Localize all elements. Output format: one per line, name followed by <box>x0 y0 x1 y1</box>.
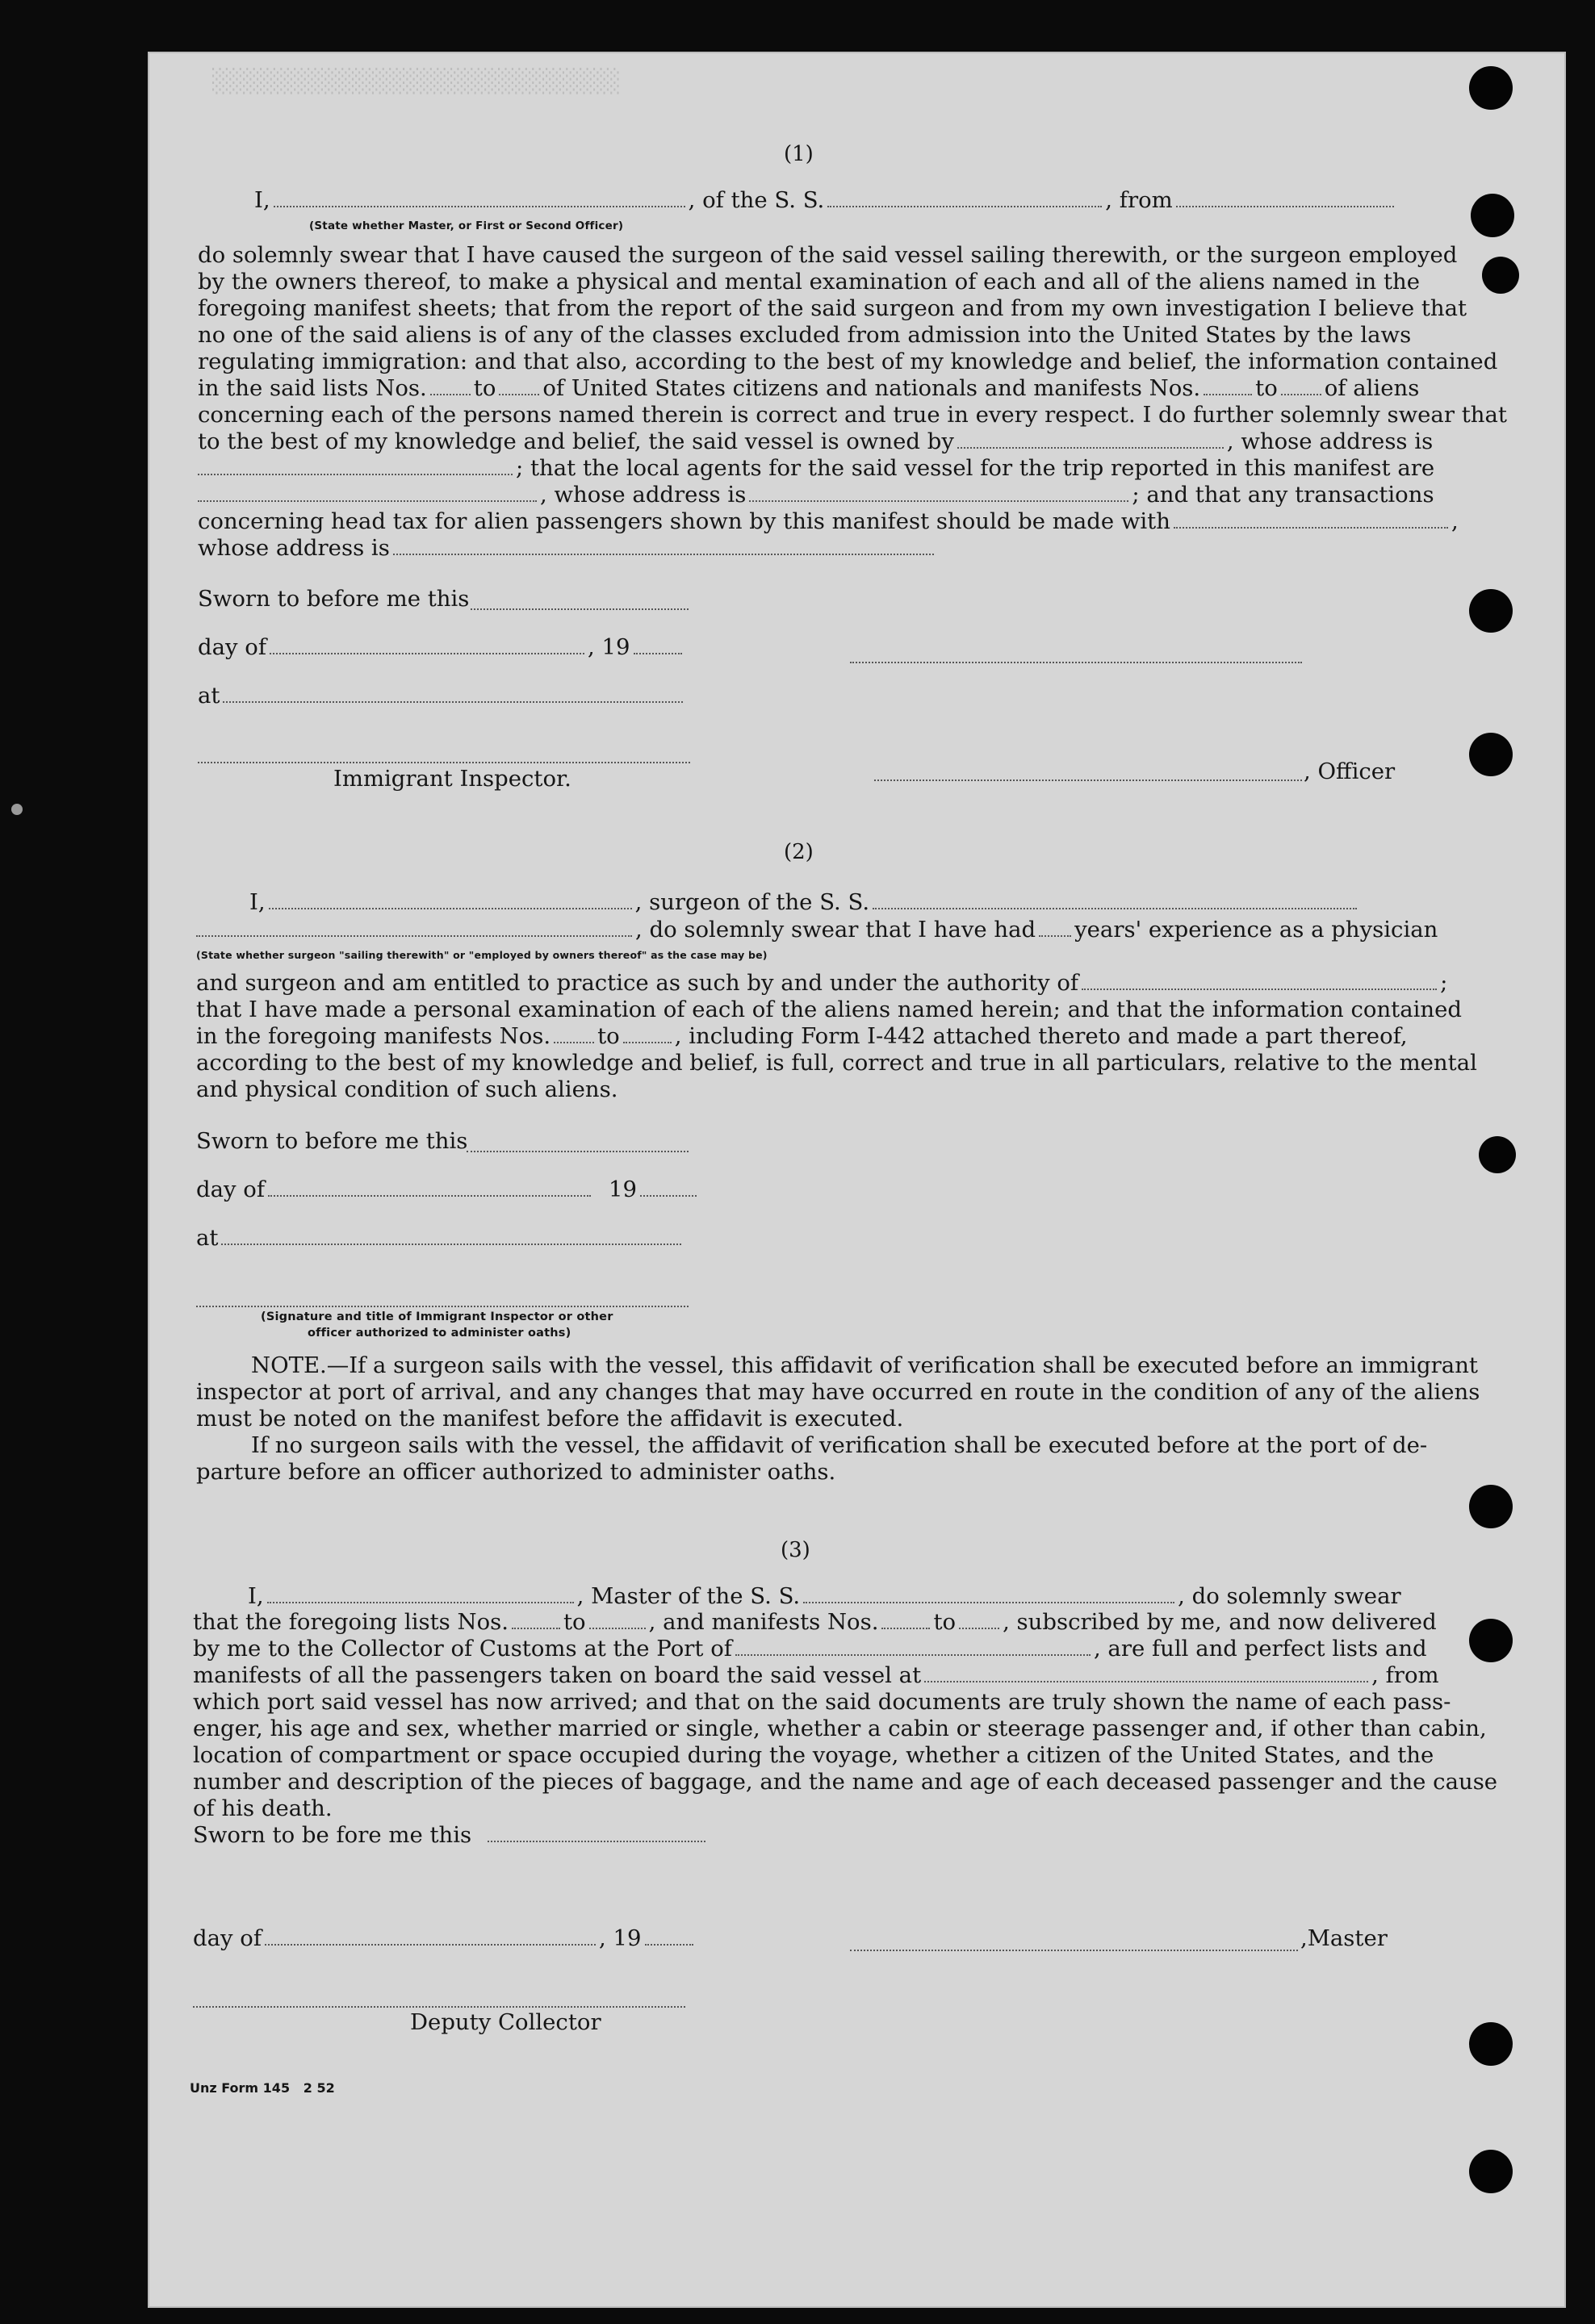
text: , of the S. S. <box>688 187 825 213</box>
blank-list-to-3 <box>589 1627 646 1629</box>
text: , from <box>1371 1662 1439 1688</box>
text: , Master of the S. S. <box>576 1583 801 1609</box>
text: concerning head tax for alien passengers shown by this manifest should be made with <box>198 508 1170 534</box>
blank-owner <box>957 446 1224 449</box>
section-2-sig-caption-2: officer authorized to administer oaths) <box>308 1327 571 1340</box>
blank-year <box>634 652 682 654</box>
body-line: no one of the said aliens is of any of the classes excluded from admission into the United States by the laws <box>198 322 1412 348</box>
text: , do solemnly swear <box>1178 1583 1401 1609</box>
section-2-sworn-line <box>467 1151 689 1152</box>
text: I, <box>254 187 270 213</box>
blank-surgeon-status <box>196 934 632 937</box>
body-line <box>198 455 1507 482</box>
body-line: do solemnly swear that I have caused the surgeon of the said vessel sailing therewith, or the surgeon employed <box>198 242 1458 268</box>
body-line <box>193 1609 1497 1636</box>
section-2-line-1 <box>249 889 1360 916</box>
blank-manifest-to-3 <box>959 1627 999 1629</box>
text: to <box>563 1609 586 1635</box>
section-1-officer-label: , Officer <box>1304 759 1396 784</box>
blank-vessel-name-3 <box>803 1601 1174 1603</box>
blank-list-from <box>430 393 471 395</box>
section-1-number: (1) <box>784 142 814 166</box>
section-1-at <box>198 683 686 709</box>
punch-hole <box>1471 194 1514 237</box>
text: ; and that any transactions <box>1132 482 1434 508</box>
text: of United States citizens and nationals and manifests Nos. <box>542 375 1201 401</box>
blank-officer-name <box>274 205 685 207</box>
text: , 19 <box>599 1925 642 1951</box>
punch-hole <box>1469 66 1513 110</box>
text: manifests of all the passengers taken on board the said vessel at <box>193 1662 922 1688</box>
section-1-inspector-sig-line <box>198 762 690 763</box>
body-line <box>198 482 1507 508</box>
section-2-note <box>196 1352 1480 1486</box>
body-line <box>198 375 1507 402</box>
text: , subscribed by me, and now delivered <box>1003 1609 1437 1635</box>
section-1-day-of <box>198 634 685 661</box>
text: in the foregoing manifests Nos. <box>196 1023 551 1049</box>
blank-from-port <box>1176 205 1394 207</box>
text: , from <box>1105 187 1173 213</box>
blank-day-2 <box>268 1194 591 1197</box>
blank-day <box>270 652 584 654</box>
section-1-officer-sig-line <box>874 780 1302 781</box>
section-2-number: (2) <box>784 840 814 864</box>
section-1-right-sig-line <box>850 662 1302 663</box>
section-1-sworn-line <box>471 608 689 610</box>
section-2-sig-caption-1: (Signature and title of Immigrant Inspector or other <box>261 1310 613 1323</box>
blank-manifest-from-3 <box>881 1627 930 1629</box>
blank-list-to <box>499 393 539 395</box>
body-line <box>193 1822 1497 1849</box>
text: day of <box>196 1177 266 1202</box>
section-2-day-of <box>196 1177 700 1203</box>
blank-head-tax-address <box>393 553 934 555</box>
punch-hole <box>1469 733 1513 776</box>
section-3-deputy-label: Deputy Collector <box>410 2009 601 2035</box>
section-1-sworn: Sworn to before me this <box>198 586 470 612</box>
bleed-through-text: ░░░░░░░░░░░░░░░░░░░░░░░░░░░░░░ <box>212 68 621 94</box>
text: to <box>1255 375 1278 401</box>
blank-day-3 <box>265 1943 596 1946</box>
body-line <box>196 1023 1477 1050</box>
text: ; that the local agents for the said vessel for the trip reported in this manifest are <box>516 455 1435 481</box>
section-3-number: (3) <box>781 1538 810 1562</box>
blank-local-agents <box>198 499 537 502</box>
text: I, <box>248 1583 264 1609</box>
body-line: by the owners thereof, to make a physical and mental examination of each and all of the aliens named in the <box>198 269 1421 295</box>
section-2-instruction: (State whether surgeon "sailing therewith" or "employed by owners thereof" as the case may be) <box>196 949 768 961</box>
text: ; <box>1440 970 1448 996</box>
text: at <box>196 1225 219 1251</box>
body-line: of his death. <box>193 1795 333 1821</box>
text: to <box>597 1023 620 1049</box>
text: by me to the Collector of Customs at the Port of <box>193 1636 732 1661</box>
section-3-line-1 <box>248 1583 1401 1610</box>
blank-embark-port <box>924 1680 1368 1682</box>
text: and surgeon and am entitled to practice as such by and under the authority of <box>196 970 1079 996</box>
punch-hole <box>11 804 23 815</box>
text: I, <box>249 889 266 915</box>
blank-authority <box>1082 988 1437 990</box>
body-line: regulating immigration: and that also, according to the best of my knowledge and belief, the information contained <box>198 349 1498 374</box>
section-2-line-2 <box>196 917 1438 943</box>
body-line: and physical condition of such aliens. <box>196 1076 618 1102</box>
text: at <box>198 683 220 708</box>
text: to the best of my knowledge and belief, the said vessel is owned by <box>198 428 954 454</box>
blank-manifest-from-2 <box>554 1041 594 1043</box>
body-line: foregoing manifest sheets; that from the report of the said surgeon and from my own investigation I believe that <box>198 295 1467 321</box>
punch-hole <box>1482 257 1519 294</box>
body-line <box>196 970 1477 997</box>
section-3-master-label: ,Master <box>1300 1925 1388 1951</box>
blank-manifest-to <box>1281 393 1321 395</box>
body-line <box>198 535 1507 562</box>
body-line <box>193 1662 1497 1689</box>
section-3-body <box>193 1609 1497 1849</box>
text: , including Form I-442 attached thereto and made a part thereof, <box>674 1023 1408 1049</box>
section-1-body <box>198 242 1507 562</box>
body-line <box>198 508 1507 535</box>
blank-manifest-from <box>1204 393 1252 395</box>
text: day of <box>193 1925 262 1951</box>
body-line: concerning each of the persons named therein is correct and true in every respect. I do further solemnly swear that <box>198 402 1507 428</box>
text: , whose address is <box>540 482 747 508</box>
body-line: which port said vessel has now arrived; and that on the said documents are truly shown the name of each pass- <box>193 1689 1451 1715</box>
text: , are full and perfect lists and <box>1093 1636 1427 1661</box>
blank-agent-address <box>749 499 1128 502</box>
text: 19 <box>609 1177 638 1202</box>
note-line: inspector at port of arrival, and any changes that may have occurred en route in the condition of any of the aliens <box>196 1379 1480 1405</box>
blank-port <box>735 1653 1091 1656</box>
text: , do solemnly swear that I have had <box>635 917 1036 943</box>
text: , 19 <box>588 634 630 660</box>
blank-year-2 <box>640 1194 697 1197</box>
text: Sworn to be fore me this <box>193 1822 472 1848</box>
form-footer: Unz Form 145 2 52 <box>190 2080 335 2096</box>
text: that the foregoing lists Nos. <box>193 1609 509 1635</box>
body-line: location of compartment or space occupied during the voyage, whether a citizen of the United States, and the <box>193 1742 1434 1768</box>
text: whose address is <box>198 535 390 561</box>
blank-manifest-to-2 <box>623 1041 672 1043</box>
section-3-day-of <box>193 1925 697 1952</box>
note-line: parture before an officer authorized to administer oaths. <box>196 1459 836 1485</box>
body-line: enger, his age and sex, whether married or single, whether a cabin or steerage passenger and, if other than cabin, <box>193 1716 1487 1741</box>
section-3-master-sig-line <box>850 1950 1298 1951</box>
form-sheet <box>148 52 1566 2308</box>
body-line <box>193 1636 1497 1662</box>
body-line: according to the best of my knowledge and belief, is full, correct and true in all particulars, relative to the mental <box>196 1050 1477 1076</box>
note-line: must be noted on the manifest before the affidavit is executed. <box>196 1406 904 1432</box>
section-1-inspector-label: Immigrant Inspector. <box>333 766 571 792</box>
text: day of <box>198 634 267 660</box>
note-line: If no surgeon sails with the vessel, the affidavit of verification shall be executed before at the port of de- <box>251 1432 1428 1458</box>
note-line: NOTE.—If a surgeon sails with the vessel, this affidavit of verification shall be executed before an immigrant <box>251 1352 1478 1378</box>
blank-head-tax-party <box>1174 526 1448 529</box>
blank-surgeon-name <box>269 907 632 909</box>
text: years' experience as a physician <box>1074 917 1438 943</box>
text: , <box>1451 508 1459 534</box>
blank-at-place <box>223 700 683 703</box>
blank-master-name <box>267 1601 574 1603</box>
punch-hole <box>1479 1136 1516 1173</box>
blank-vessel-name <box>827 205 1102 207</box>
section-2-sworn: Sworn to before me this <box>196 1128 468 1154</box>
section-2-at <box>196 1225 684 1252</box>
text: in the said lists Nos. <box>198 375 427 401</box>
text: , whose address is <box>1226 428 1434 454</box>
section-2-body <box>196 970 1477 1103</box>
blank-owner-address <box>198 473 513 475</box>
punch-hole <box>1469 1619 1513 1662</box>
blank-year-3 <box>645 1943 693 1946</box>
punch-hole <box>1469 589 1513 633</box>
section-1-line-1 <box>254 187 1397 214</box>
body-line: number and description of the pieces of baggage, and the name and age of each deceased passenger and the cause <box>193 1769 1498 1795</box>
section-3-deputy-sig-line <box>193 2006 685 2008</box>
body-line <box>198 428 1507 455</box>
text: of aliens <box>1324 375 1420 401</box>
body-line: that I have made a personal examination of each of the aliens named herein; and that the information contained <box>196 997 1462 1022</box>
text: to <box>933 1609 957 1635</box>
section-1-instruction: (State whether Master, or First or Second Officer) <box>309 219 624 232</box>
punch-hole <box>1469 2022 1513 2066</box>
blank-list-from-3 <box>512 1627 560 1629</box>
blank-vessel-name-2 <box>873 907 1357 909</box>
blank-at-place-2 <box>221 1243 681 1245</box>
text: , surgeon of the S. S. <box>634 889 870 915</box>
text: to <box>473 375 496 401</box>
blank-sworn-3 <box>488 1840 705 1842</box>
blank-years <box>1039 934 1071 937</box>
text: , and manifests Nos. <box>648 1609 879 1635</box>
section-2-sig-line <box>196 1306 689 1307</box>
punch-hole <box>1469 1485 1513 1528</box>
punch-hole <box>1469 2150 1513 2193</box>
